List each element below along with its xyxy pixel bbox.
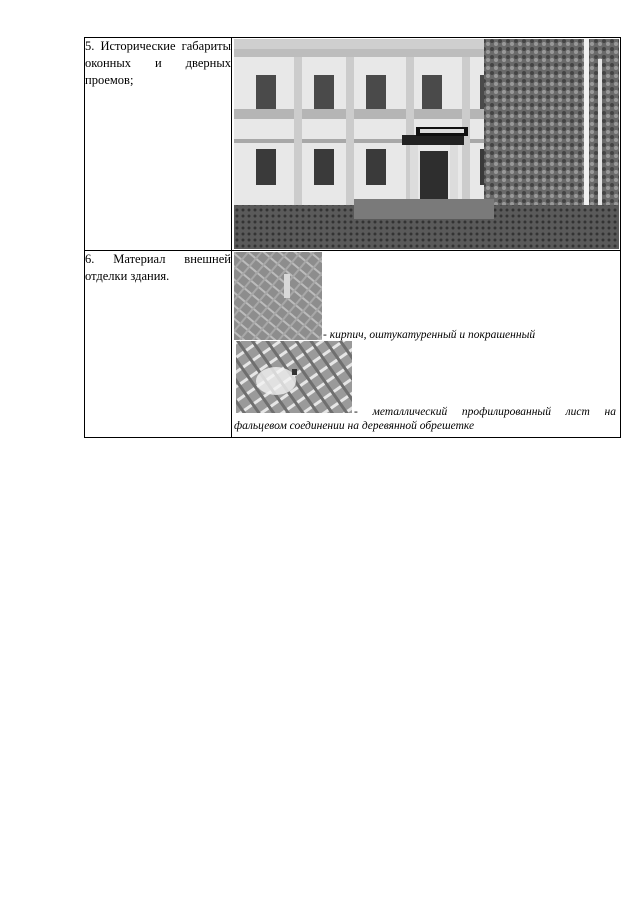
building-facade-photo bbox=[234, 39, 619, 249]
row-label: 6. Материал внешней отделки здания. bbox=[85, 251, 232, 438]
materials-block bbox=[232, 251, 620, 435]
brick-texture-image bbox=[234, 252, 322, 340]
table-row bbox=[85, 38, 621, 251]
photo-cell bbox=[232, 38, 621, 251]
table-row bbox=[85, 251, 621, 438]
metal-sheet-texture-image bbox=[236, 341, 352, 413]
brick-caption: - кирпич, оштукатуренный и покрашенный bbox=[323, 329, 536, 341]
row-label: 5. Исторические габариты оконных и дверных проемов; bbox=[85, 38, 232, 251]
materials-cell bbox=[232, 251, 621, 438]
metal-caption-line2: фальцевом соединении на деревянной обрешетке bbox=[234, 420, 475, 432]
metal-caption-line1: - металлический профилированный лист на bbox=[354, 406, 616, 418]
heritage-properties-table bbox=[84, 37, 621, 438]
